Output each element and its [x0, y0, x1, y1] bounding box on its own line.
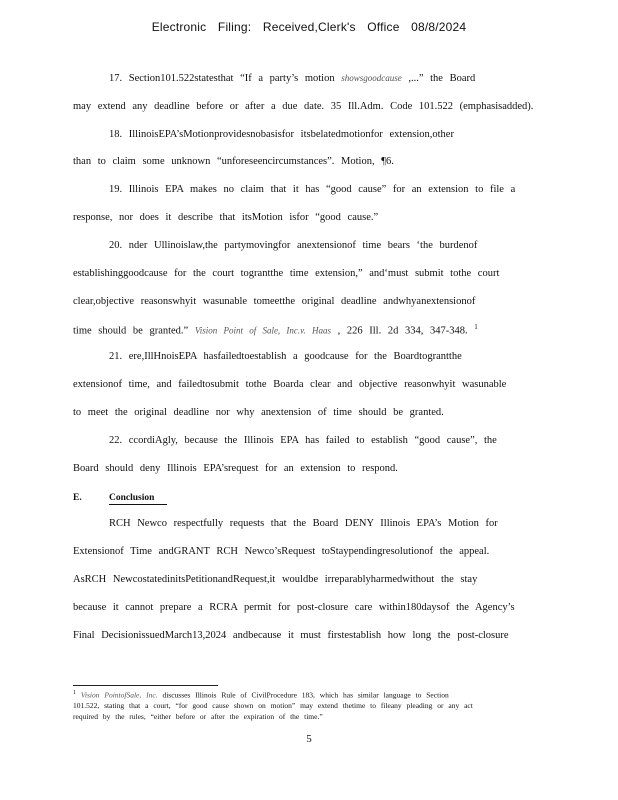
footnote-line-2: 101.522, stating that a court, “for good cause shown on motion” may extend thetime to fileany pleading or any act [73, 701, 473, 710]
para-20-tail: , 226 Ill. 2d 334, 347-348. [337, 325, 468, 337]
section-letter: E. [73, 493, 82, 503]
para-17-line-2: may extend any deadline before or after a due date. 35 Ill.Adm. Code 101.522 (emphasisadded). [73, 101, 534, 112]
para-19-line-2: response, nor does it describe that itsMotion isfor “good cause.” [73, 212, 379, 223]
para-20-line-4 [73, 323, 478, 337]
para-17-text: 17. Section101.522statesthat “If a party’s motion [109, 73, 335, 84]
para-21-line-3: to meet the original deadline nor why anextension of time should be granted. [73, 407, 444, 418]
para-20-line-1: 20. nder Ullinoislaw,the partymovingfor anextensionof time bears ‘the burdenof [109, 240, 478, 251]
para-18-line-2: than to claim some unknown “unforeseencircumstances”. Motion, ¶6. [73, 156, 394, 167]
footnote-divider [73, 685, 218, 686]
para-19-line-1: 19. Illinois EPA makes no claim that it has “good cause” for an extension to file a [109, 184, 516, 195]
conclusion-line-1: RCH Newco respectfully requests that the Board DENY Illinois EPA’s Motion for [109, 518, 498, 529]
footnote-ref[interactable]: 1 [474, 323, 478, 331]
para-17-italic: showsgoodcause [341, 73, 402, 83]
case-citation-italic: Vision Point of Sale, Inc.v. Haas [194, 325, 332, 336]
footnote-tail: discusses Illinois Rule of CivilProcedure 183, which has similar language to Section [162, 690, 449, 700]
footnote-italic: Vision PointofSale, Inc. [80, 690, 158, 700]
para-21-line-2: extensionof time, and failedtosubmit tothe Boarda clear and objective reasonwhyit wasunable [73, 379, 507, 390]
footnote-line-3: required by the rules, “either before or after the expiration of the time.” [73, 712, 323, 721]
footnote-line-1 [73, 690, 449, 700]
conclusion-line-2: Extensionof Time andGRANT RCH Newco’sRequest toStaypendingresolutionof the appeal. [73, 546, 490, 557]
para-17-line-1 [109, 73, 475, 84]
conclusion-line-4: because it cannot prepare a RCRA permit for post-closure care within180daysof the Agency’s [73, 602, 515, 613]
para-20-text: time should be granted.” [73, 325, 189, 337]
para-18-line-1: 18. IllinoisEPA’sMotionprovidesnobasisfor itsbelatedmotionfor extension,other [109, 129, 454, 140]
para-21-line-1: 21. ere,IllHnoisEPA hasfailedtoestablish a goodcause for the Boardtograntthe [109, 351, 462, 362]
page-number: 5 [306, 733, 312, 745]
conclusion-line-3: AsRCH NewcostatedinitsPetitionandRequest,it wouldbe irreparablyharmedwithout the stay [73, 574, 478, 585]
para-17-tail: ,...” the Board [408, 73, 476, 84]
section-title: Conclusion [109, 493, 167, 505]
para-22-line-1: 22. ccordiAgly, because the Illinois EPA has failed to establish “good cause”, the [109, 435, 497, 446]
filing-header: Electronic Filing: Received,Clerk's Office 08/8/2024 [151, 20, 467, 34]
para-20-line-3: clear,objective reasonswhyit wasunable tomeetthe original deadline andwhyanextensionof [73, 296, 476, 307]
conclusion-line-5: Final DecisionissuedMarch13,2024 andbecause it must firstestablish how long the post-closure [73, 630, 509, 641]
footnote-marker: 1 [73, 690, 76, 696]
para-22-line-2: Board should deny Illinois EPA’srequest for an extension to respond. [73, 463, 398, 474]
para-20-line-2: establishinggoodcause for the court tograntthe time extension,” and‘must submit tothe court [73, 268, 500, 279]
